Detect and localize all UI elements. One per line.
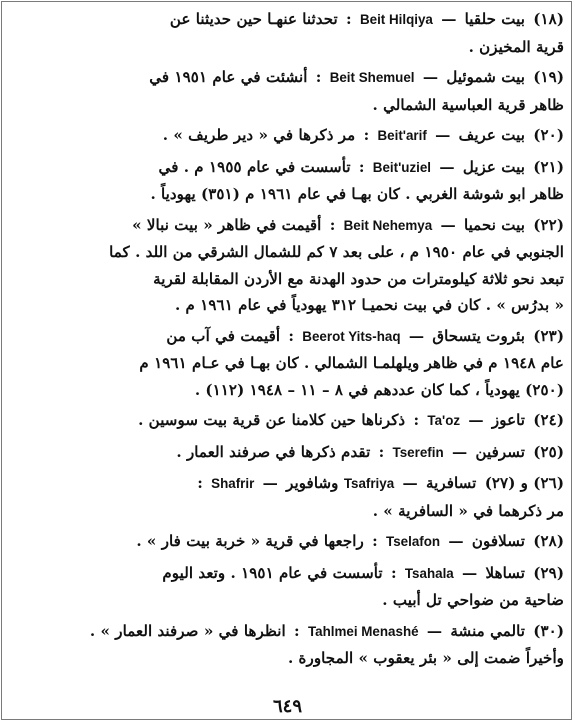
entry-number: (١٨) — [533, 10, 564, 28]
entry-text-line: وأخيراً ضمت إلى « بئر يعقوب » المجاورة . — [287, 649, 564, 667]
entry-text-line: قرية المخيزن . — [468, 37, 564, 56]
entry-text-line: ظاهر ابو شوشة الغربي . كان بهـا في عام ١٩٦١ م (٣٥١) يهودياً . — [150, 185, 564, 203]
dash: — — [451, 442, 468, 461]
entry-text-line: مر ذكرهما في « السافرية » . — [372, 501, 564, 520]
dash: — — [426, 621, 443, 640]
entry-19 — [12, 64, 564, 118]
entry-number: (٣٠) — [533, 621, 564, 640]
place-name-arabic: بيت شموئيل — [446, 68, 525, 86]
place-name-latin: Beit'uziel — [372, 159, 432, 175]
dash: — — [440, 215, 456, 234]
entry-number: (١٩) — [533, 68, 564, 86]
entry-24 — [12, 407, 564, 435]
entry-first-line — [12, 407, 564, 435]
place-name-arabic: بيت نحميا — [463, 215, 525, 234]
place-name-latin: Tselafon — [386, 534, 441, 549]
entry-25 — [12, 439, 564, 467]
entry-text-line: ظاهر قرية العباسية الشمالي . — [372, 95, 564, 114]
dash: — — [422, 68, 439, 86]
dash: — — [408, 326, 425, 345]
dash: — — [468, 411, 484, 429]
dash: — — [462, 563, 478, 582]
entry-number: (٢٩) — [533, 563, 564, 582]
entry-number: (٢١) — [533, 157, 564, 176]
entry-text: أقيمت في ظاهر « بيت نبالا » — [132, 215, 322, 234]
entry-first-line — [12, 6, 564, 34]
entry-number: (٢٦) و (٢٧) — [484, 474, 564, 492]
entry-first-line — [12, 528, 564, 556]
entry-first-line — [12, 122, 564, 150]
place-name-latin: Beit Hilqiya — [359, 12, 433, 27]
place-name-latin: Tsahala — [404, 565, 454, 581]
colon: : — [358, 157, 365, 176]
entry-first-line — [12, 64, 564, 92]
entry-text: تأسست في عام ١٩٥١ . وتعد اليوم — [162, 563, 383, 582]
dash: — — [435, 126, 451, 144]
page-number: ٦٤٩ — [272, 696, 302, 717]
colon: : — [346, 10, 352, 28]
place-name-arabic: بئروت يتسحاق — [432, 326, 525, 345]
entry-text: أنشئت في عام ١٩٥١ في — [149, 68, 308, 86]
dash: — — [441, 10, 457, 28]
entry-first-line — [12, 323, 564, 351]
place-name-latin-2: Shafrir — [211, 476, 255, 491]
entry-first-line — [12, 212, 564, 240]
entry-text: ذكرناها حين كلامنا عن قرية بيت سوسين . — [138, 411, 406, 429]
entry-30 — [12, 618, 564, 672]
entry-text: راجعها في قرية « خربة بيت فار » . — [136, 532, 364, 550]
entry-first-line — [12, 439, 564, 467]
place-name-arabic: بيت عزيل — [462, 157, 525, 176]
dash: — — [402, 474, 418, 492]
colon: : — [390, 563, 397, 582]
entry-text: مر ذكرها في « دير طريف » . — [162, 126, 356, 144]
colon: : — [329, 215, 336, 234]
place-name-arabic: بيت عريف — [458, 126, 525, 144]
entry-number: (٢٠) — [533, 126, 564, 144]
entry-text: أقيمت في آب من — [166, 326, 281, 345]
entry-text-line: الجنوبي في عام ١٩٥٠ م ، على بعد ٧ كم للشمال الشرقي من اللد . كما — [109, 243, 564, 261]
place-name-latin: Beit'arif — [377, 128, 427, 143]
entry-26-27 — [12, 470, 564, 524]
entry-number: (٢٥) — [533, 442, 564, 461]
entry-text-line: عام ١٩٤٨ م في ظاهر ويلهلمـا الشمالي . كان بهـا في عـام ١٩٦١ م — [139, 354, 564, 372]
colon: : — [372, 532, 378, 550]
entry-first-line — [12, 560, 564, 588]
place-name-arabic: تسرفين — [475, 442, 525, 461]
document-page — [12, 6, 564, 686]
entry-number: (٢٢) — [533, 215, 564, 234]
entry-number: (٢٣) — [533, 326, 564, 345]
colon: : — [197, 474, 203, 492]
place-name-latin: Tahlmei Menashé — [307, 623, 419, 639]
place-name-arabic-2: وشافوير — [286, 474, 339, 492]
dash: — — [439, 157, 455, 176]
colon: : — [294, 621, 300, 640]
place-name-latin: Ta'oz — [427, 413, 461, 428]
entry-number: (٢٤) — [533, 411, 564, 429]
entry-text-line: ضاحية من ضواحي تل أبيب . — [382, 591, 564, 609]
place-name-latin: Beit Shemuel — [329, 70, 415, 85]
entry-first-line — [12, 618, 564, 646]
place-name-latin: Beerot Yits-haq — [302, 328, 401, 344]
dash: — — [262, 474, 278, 492]
entry-number: (٢٨) — [533, 532, 564, 550]
entry-text: تأسست في عام ١٩٥٥ م . في — [158, 157, 351, 176]
place-name-arabic: بيت حلقيا — [464, 10, 525, 28]
place-name-latin: Tserefin — [392, 444, 444, 460]
entry-21 — [12, 154, 564, 208]
place-name-latin: Tsafriya — [343, 476, 395, 491]
place-name-arabic: تاعوز — [491, 411, 525, 429]
entry-18 — [12, 6, 564, 60]
entry-first-line — [12, 154, 564, 182]
place-name-arabic: تساهلا — [485, 563, 525, 582]
place-name-arabic: تالمي منشة — [450, 621, 525, 640]
entry-text: تقدم ذكرها في صرفند العمار . — [176, 442, 371, 461]
entry-text-line: (٢٥٠) يهودياً ، كما كان عددهم في ٨ – ١١ – ١٩٤٨ (١١٢) . — [194, 380, 564, 399]
dash: — — [448, 532, 464, 550]
colon: : — [363, 126, 370, 144]
entry-text: تحدثنا عنهـا حين حديثنا عن — [169, 10, 338, 28]
colon: : — [315, 68, 322, 86]
entry-text-line: تبعد نحو ثلاثة كيلومترات من حدود الهدنة مع الأردن المقابلة لقرية — [153, 269, 564, 288]
colon: : — [288, 326, 294, 345]
place-name-latin: Beit Nehemya — [343, 217, 433, 233]
place-name-arabic: تسافرية — [425, 474, 477, 492]
entry-28 — [12, 528, 564, 556]
colon: : — [413, 411, 420, 429]
entry-text-line: « بدرُس » . كان في بيت نحميـا ٣١٢ يهودياً في عام ١٩٦١ م . — [174, 296, 564, 314]
entry-first-line — [12, 470, 564, 498]
entry-29 — [12, 560, 564, 614]
entry-23 — [12, 323, 564, 404]
entry-text: انظرها في « صرفند العمار » . — [89, 621, 286, 640]
entry-20 — [12, 122, 564, 150]
place-name-arabic: تسلافون — [471, 532, 525, 550]
entry-22 — [12, 212, 564, 319]
colon: : — [378, 442, 385, 461]
